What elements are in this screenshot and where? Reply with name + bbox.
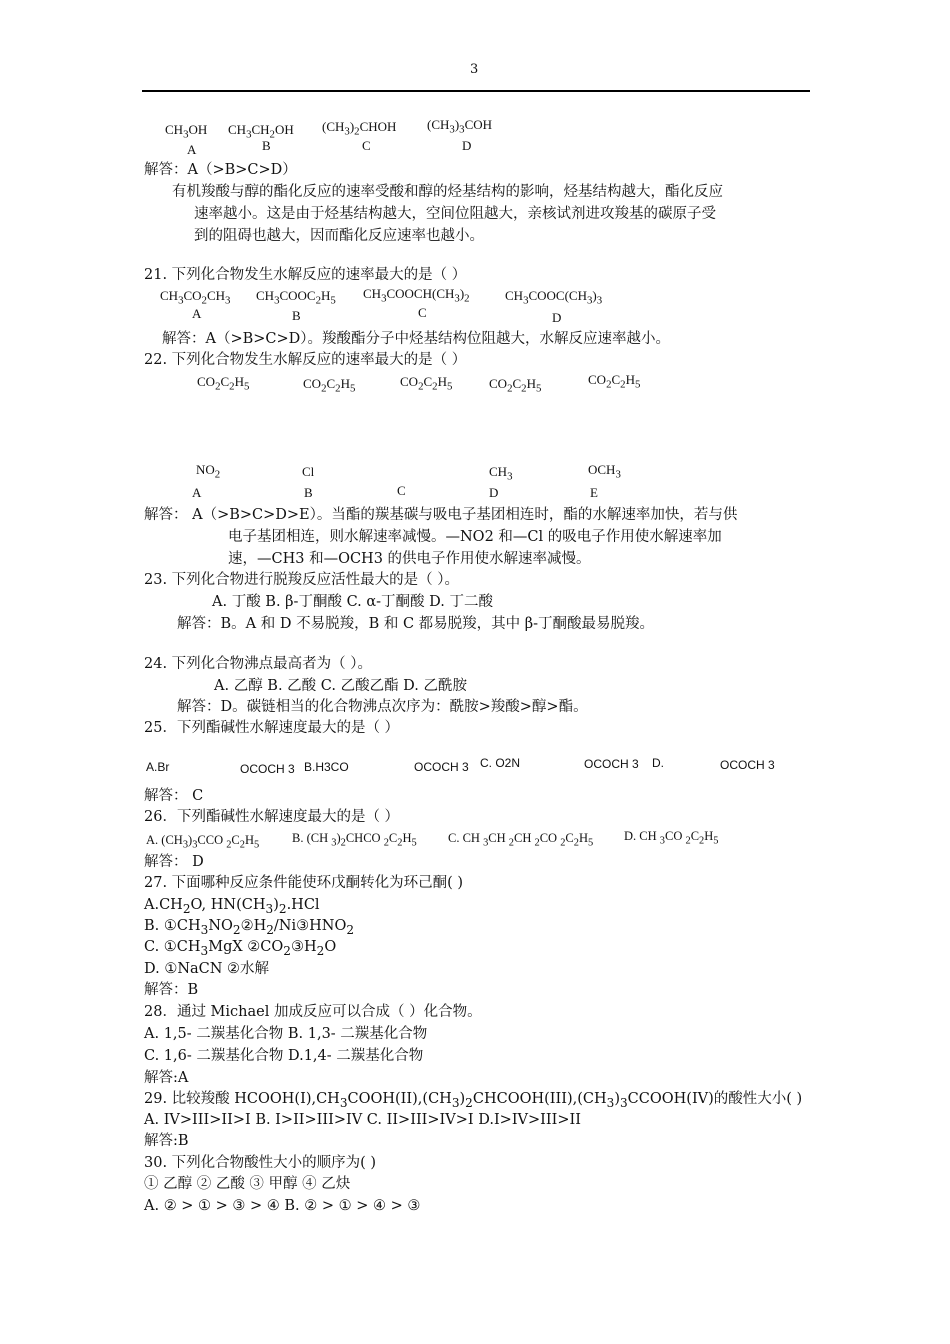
option-q25-b-group: OCOCH 3 [414, 760, 469, 774]
option-q25-a-group: OCOCH 3 [240, 762, 295, 776]
option-q25-c-group: OCOCH 3 [584, 757, 639, 771]
answer-q21: 解答：A（>B>C>D）。羧酸酯分子中烃基结构位阻越大，水解反应速率越小。 [162, 331, 671, 347]
question-q30: 30. 下列化合物酸性大小的顺序为( ) [144, 1155, 377, 1171]
option-q25-d-label: D. [652, 756, 664, 770]
option-q26-b: B. (CH $_3)_2CHCO$ $_2C_2H_5$ [292, 831, 417, 849]
label-q22-a: A [192, 485, 202, 500]
question-q28: 28．通过 Michael 加成反应可以合成（ ）化合物。 [144, 1004, 482, 1020]
substituent-q22-b: Cl [302, 464, 315, 479]
label-q21-b: B [292, 308, 301, 323]
question-q25: 25．下列酯碱性水解速度最大的是（ ） [144, 720, 400, 736]
explain-q20-2: 速率越小。这是由于烃基结构越大，空间位阻越大，亲核试剂进攻羧基的碳原子受 [194, 206, 716, 222]
option-q27-d: D. ①NaCN ②水解 [144, 961, 270, 977]
label-q21-c: C [418, 305, 427, 320]
option-q26-c: C. CH $_3$CH $_2$CH $_2$CO $_2C_2H_5$ [448, 831, 594, 849]
label-q20-a: A [187, 142, 197, 157]
substituent-q22-d: $CH_3$ [489, 464, 513, 483]
formula-q22-top-c: $CO_2C_2H_5$ [400, 374, 453, 393]
label-q22-b: B [304, 485, 313, 500]
answer-q22-3: 速，—CH3 和—OCH3 的供电子作用使水解速率减慢。 [228, 551, 591, 567]
label-q20-c: C [362, 138, 371, 153]
page-number: 3 [470, 62, 479, 77]
option-q27-c: C. $①CH_3MgX$ $②CO_2③H_2O$ [144, 939, 337, 958]
option-q26-d: D. CH $_3$CO $_2C_2H_5$ [624, 829, 719, 847]
answer-q22-2: 电子基团相连，则水解速率减慢。—NO2 和—Cl 的吸电子作用使水解速率加 [228, 529, 722, 545]
question-q23: 23. 下列化合物进行脱羧反应活性最大的是（ ）。 [144, 572, 460, 588]
label-q20-b: B [262, 138, 271, 153]
label-q21-d: D [552, 310, 562, 325]
option-q26-a: A. $(CH_3)_3CCO$ $_2C_2H_5$ [146, 833, 260, 851]
options-q24: A. 乙醇 B. 乙酸 C. 乙酸乙酯 D. 乙酰胺 [214, 678, 468, 694]
option-q27-a: $A.CH_2O$, $HN(CH_3)_2.HCl$ [144, 897, 320, 916]
question-q29: 29. 比较羧酸 $HCOOH(I),CH_3COOH(II),(CH_3)_2CHCOOH(III),(CH_3)_3CCOOH(IV)$的酸性大小( ) [144, 1091, 803, 1110]
options-q30: A. ② > ① > ③ > ④ B. ② > ① > ④ > ③ [144, 1198, 421, 1214]
answer-q22-1: 解答： A（>B>C>D>E）。当酯的羰基碳与吸电子基团相连时，酯的水解速率加快，若与供 [144, 507, 738, 523]
answer-q25: 解答： C [144, 788, 204, 804]
formula-q22-top-e: $CO_2C_2H_5$ [588, 372, 641, 391]
answer-q29: 解答:B [144, 1133, 189, 1149]
substituent-q22-e: $OCH_3$ [588, 462, 621, 481]
formula-q22-top-a: $CO_2C_2H_5$ [197, 374, 250, 393]
option-q25-a-label: A.Br [146, 760, 170, 774]
question-q21: 21. 下列化合物发生水解反应的速率最大的是（ ） [144, 267, 467, 283]
header-rule [142, 90, 810, 92]
formula-q20-a: $CH_3OH$ [165, 122, 208, 141]
answer-q28: 解答:A [144, 1070, 189, 1086]
option-q25-d-group: OCOCH 3 [720, 758, 775, 772]
answer-q20: 解答：A（>B>C>D） [144, 162, 297, 178]
question-q22: 22. 下列化合物发生水解反应的速率最大的是（ ） [144, 352, 467, 368]
formula-q21-b: $CH_3COOC_2H_5$ [256, 288, 336, 307]
option-q27-b: B. $①CH_3NO_2②H_2/Ni③HNO_2$ [144, 918, 355, 937]
question-q27: 27. 下面哪种反应条件能使环戊酮转化为环己酮( ) [144, 875, 464, 891]
options-q29: A. IV>III>II>I B. I>II>III>IV C. II>III>IV>I D.I>IV>III>II [144, 1112, 581, 1128]
items-q30: ① 乙醇 ② 乙酸 ③ 甲醇 ④ 乙炔 [144, 1176, 351, 1192]
label-q20-d: D [462, 138, 472, 153]
options-q28-row1: A. 1,5- 二羰基化合物 B. 1,3- 二羰基化合物 [144, 1026, 428, 1042]
label-q22-d: D [489, 485, 499, 500]
question-q26: 26．下列酯碱性水解速度最大的是（ ） [144, 809, 400, 825]
formula-q20-c: $(CH_3)_2CHOH$ [322, 119, 397, 138]
formula-q21-c: $CH_3COOCH(CH_3)_2$ [363, 286, 470, 305]
options-q28-row2: C. 1,6- 二羰基化合物 D.1,4- 二羰基化合物 [144, 1048, 424, 1064]
label-q22-e: E [590, 485, 598, 500]
option-q25-c-label: C. O2N [480, 756, 521, 770]
explain-q20-3: 到的阻碍也越大，因而酯化反应速率也越小。 [194, 228, 484, 244]
option-q25-b-label: B.H3CO [304, 760, 349, 774]
formula-q20-d: $(CH_3)_3COH$ [427, 117, 493, 136]
formula-q21-d: $CH_3COOC(CH_3)_3$ [505, 288, 603, 307]
label-q22-c: C [397, 483, 406, 498]
formula-q22-top-d: $CO_2C_2H_5$ [489, 376, 542, 395]
options-q23: A. 丁酸 B. β-丁酮酸 C. α-丁酮酸 D. 丁二酸 [212, 594, 493, 610]
answer-q24: 解答：D。碳链相当的化合物沸点次序为：酰胺>羧酸>醇>酯。 [177, 699, 588, 715]
formula-q21-a: $CH_3CO_2CH_3$ [160, 288, 231, 307]
answer-q27: 解答：B [144, 982, 199, 998]
question-q24: 24. 下列化合物沸点最高者为（ ）。 [144, 656, 373, 672]
label-q21-a: A [192, 306, 202, 321]
formula-q20-b: $CH_3CH_2OH$ [228, 122, 294, 141]
explain-q20-1: 有机羧酸与醇的酯化反应的速率受酸和醇的烃基结构的影响，烃基结构越大，酯化反应 [172, 184, 723, 200]
answer-q26: 解答： D [144, 854, 204, 870]
substituent-q22-a: $NO_2$ [196, 462, 221, 481]
formula-q22-top-b: $CO_2C_2H_5$ [303, 376, 356, 395]
answer-q23: 解答：B。A 和 D 不易脱羧，B 和 C 都易脱羧，其中 β-丁酮酸最易脱羧。 [177, 616, 655, 632]
